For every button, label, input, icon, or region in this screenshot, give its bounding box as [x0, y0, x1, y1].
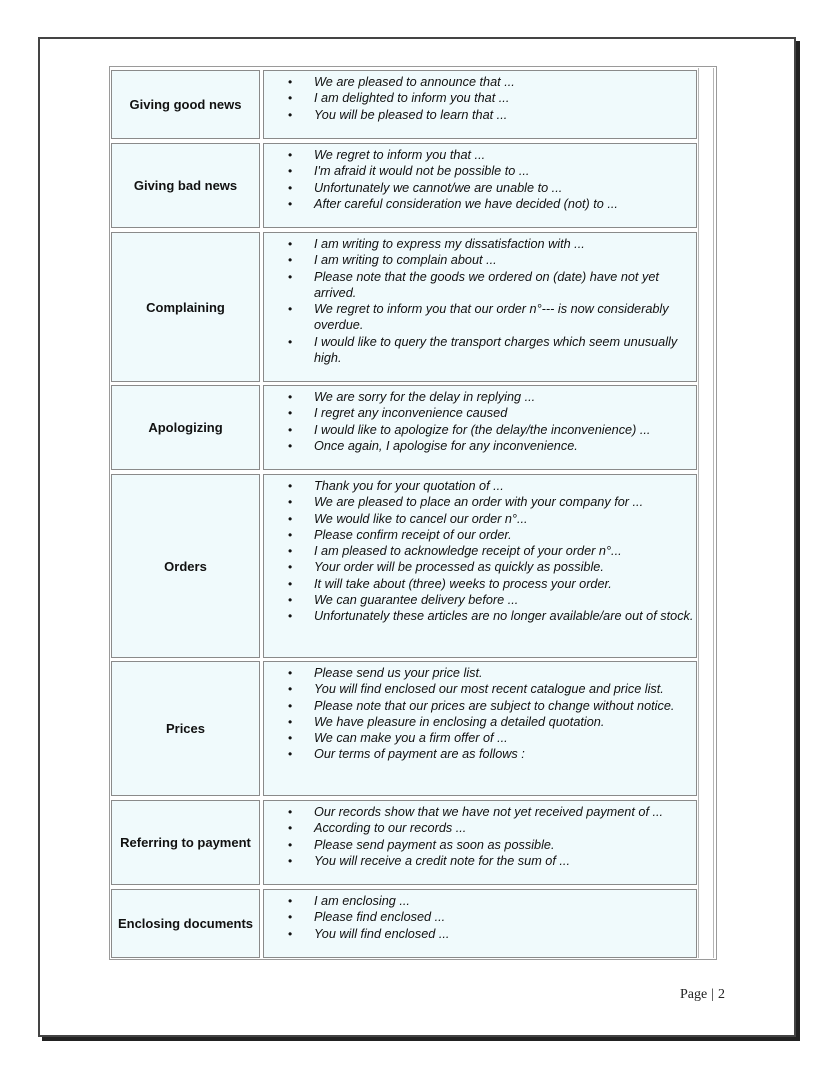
bullet-icon: • [288, 609, 293, 624]
phrase-text: I am writing to express my dissatisfaction with ... [314, 237, 585, 251]
category-cell [111, 70, 260, 139]
phrase-list [264, 71, 696, 123]
category-label: Prices [165, 721, 206, 736]
table-row [111, 661, 697, 796]
bullet-icon: • [288, 495, 293, 510]
phrase-text: Please send us your price list. [314, 666, 483, 680]
category-label: Giving bad news [133, 178, 238, 193]
bullet-icon: • [288, 682, 293, 697]
table-row [111, 800, 697, 885]
category-cell [111, 232, 260, 382]
category-label: Complaining [146, 299, 225, 315]
table-row [111, 143, 697, 228]
phrase-text: Please note that the goods we ordered on (date) have not yet arrived. [314, 269, 659, 300]
phrase-item [264, 196, 696, 212]
phrase-list [264, 890, 696, 942]
phrase-text: Please note that our prices are subject to change without notice. [314, 698, 675, 713]
phrase-item [264, 252, 696, 268]
bullet-icon: • [288, 511, 293, 526]
table-row [111, 385, 697, 470]
category-label: Orders [164, 558, 207, 574]
phrases-cell [263, 143, 697, 228]
table-right-column [698, 68, 714, 958]
phrase-list [264, 475, 696, 625]
bullet-icon: • [288, 164, 293, 179]
phrase-item [264, 681, 696, 697]
phrases-cell [263, 232, 697, 382]
bullet-icon: • [288, 527, 293, 542]
category-label: Enclosing documents [117, 916, 254, 931]
phrase-item [264, 422, 696, 438]
bullet-icon: • [288, 560, 293, 575]
phrase-item [264, 543, 696, 559]
bullet-icon: • [288, 406, 293, 421]
phrase-item [264, 926, 696, 942]
phrase-item [264, 301, 696, 334]
phrase-item [264, 909, 696, 925]
phrase-item [264, 527, 696, 543]
phrases-cell [263, 661, 697, 796]
page-footer [680, 987, 725, 1003]
bullet-icon: • [288, 666, 293, 680]
bullet-icon: • [288, 148, 293, 162]
phrase-item [264, 893, 696, 909]
phrases-cell [263, 70, 697, 139]
phrase-text: Please find enclosed ... [314, 910, 446, 925]
bullet-icon: • [288, 698, 293, 713]
phrase-item [264, 269, 696, 302]
phrase-item [264, 74, 696, 90]
category-cell [111, 143, 260, 228]
table-row [111, 889, 697, 958]
phrase-text: Our records show that we have not yet received payment of ... [314, 805, 664, 819]
phrase-text: Please send payment as soon as possible. [314, 837, 555, 852]
table-row [111, 70, 697, 139]
bullet-icon: • [288, 253, 293, 268]
category-cell [111, 385, 260, 470]
bullet-icon: • [288, 747, 293, 762]
phrase-item [264, 608, 696, 624]
phrase-item [264, 405, 696, 421]
phrase-item [264, 592, 696, 608]
phrase-text: Your order will be processed as quickly as possible. [314, 560, 604, 575]
phrase-text: After careful consideration we have decided (not) to ... [314, 196, 618, 211]
phrases-cell [263, 474, 697, 658]
phrase-item [264, 107, 696, 123]
bullet-icon: • [288, 544, 293, 559]
phrase-text: We can make you a firm offer of ... [314, 731, 508, 746]
phrase-list [264, 801, 696, 869]
phrase-text: Please confirm receipt of our order. [314, 527, 512, 542]
phrase-item [264, 90, 696, 106]
phrase-text: I would like to apologize for (the delay/the inconvenience) ... [314, 422, 651, 437]
bullet-icon: • [288, 576, 293, 591]
bullet-icon: • [288, 821, 293, 836]
phrase-text: We would like to cancel our order n°... [314, 511, 528, 526]
bullet-icon: • [288, 91, 293, 106]
phrase-text: I am enclosing ... [314, 894, 410, 908]
category-label: Giving good news [129, 97, 242, 112]
category-cell [111, 661, 260, 796]
phrase-item [264, 837, 696, 853]
phrases-cell [263, 889, 697, 958]
phrase-item [264, 853, 696, 869]
phrase-text: We are pleased to announce that ... [314, 75, 515, 89]
bullet-icon: • [288, 479, 293, 493]
phrase-item [264, 180, 696, 196]
phrase-text: I would like to query the transport charges which seem unusually high. [314, 334, 678, 366]
phrases-cell [263, 800, 697, 885]
table-row [111, 232, 697, 382]
phrase-text: I am delighted to inform you that ... [314, 91, 510, 106]
table-row [111, 474, 697, 658]
phrase-item [264, 236, 696, 252]
phrase-item [264, 698, 696, 714]
phrase-text: I am pleased to acknowledge receipt of your order n°... [314, 544, 622, 559]
phrase-list [264, 662, 696, 763]
phrase-item [264, 438, 696, 454]
phrase-item [264, 511, 696, 527]
category-cell [111, 474, 260, 658]
bullet-icon: • [288, 714, 293, 729]
phrase-text: Our terms of payment are as follows : [314, 747, 525, 762]
phrase-item [264, 559, 696, 575]
phrase-item [264, 820, 696, 836]
bullet-icon: • [288, 926, 293, 941]
page-label: Page [680, 987, 708, 1002]
phrase-text: We can guarantee delivery before ... [314, 593, 519, 608]
bullet-icon: • [288, 837, 293, 852]
bullet-icon: • [288, 237, 293, 251]
phrase-list [264, 386, 696, 454]
bullet-icon: • [288, 910, 293, 925]
phrase-item [264, 576, 696, 592]
phrase-text: We regret to inform you that our order n°--- is now considerably overdue. [314, 302, 669, 333]
bullet-icon: • [288, 593, 293, 608]
bullet-icon: • [288, 334, 293, 349]
phrase-item [264, 746, 696, 762]
category-label: Apologizing [148, 420, 223, 435]
phrase-item [264, 389, 696, 405]
phrase-item [264, 665, 696, 681]
phrase-text: We are pleased to place an order with your company for ... [314, 495, 644, 510]
phrase-text: You will be pleased to learn that ... [314, 107, 508, 122]
bullet-icon: • [288, 422, 293, 437]
phrase-text: We regret to inform you that ... [314, 148, 486, 162]
phrase-text: Unfortunately these articles are no longer available/are out of stock. [314, 609, 694, 624]
bullet-icon: • [288, 75, 293, 89]
phrase-text: It will take about (three) weeks to process your order. [314, 576, 612, 591]
bullet-icon: • [288, 805, 293, 819]
phrase-text: Unfortunately we cannot/we are unable to ... [314, 180, 563, 195]
bullet-icon: • [288, 853, 293, 868]
bullet-icon: • [288, 180, 293, 195]
phrase-text: I regret any inconvenience caused [314, 406, 508, 421]
category-cell [111, 800, 260, 885]
bullet-icon: • [288, 731, 293, 746]
bullet-icon: • [288, 107, 293, 122]
page-separator: | [711, 987, 715, 1002]
bullet-icon: • [288, 894, 293, 908]
bullet-icon: • [288, 196, 293, 211]
phrase-text: We have pleasure in enclosing a detailed quotation. [314, 714, 605, 729]
phrase-list [264, 233, 696, 366]
phrase-item [264, 730, 696, 746]
phrase-text: We are sorry for the delay in replying ... [314, 390, 536, 404]
bullet-icon: • [288, 302, 293, 317]
category-label: Referring to payment [120, 835, 251, 850]
phrase-item [264, 163, 696, 179]
phrases-cell [263, 385, 697, 470]
phrase-text: You will receive a credit note for the sum of ... [314, 853, 570, 868]
phrase-item [264, 478, 696, 494]
bullet-icon: • [288, 390, 293, 404]
bullet-icon: • [288, 269, 293, 284]
phrase-text: According to our records ... [314, 821, 467, 836]
phrase-text: You will find enclosed our most recent catalogue and price list. [314, 682, 664, 697]
phrase-item [264, 714, 696, 730]
phrase-text: Once again, I apologise for any inconvenience. [314, 438, 578, 453]
phrase-item [264, 804, 696, 820]
phrase-item [264, 147, 696, 163]
phrase-text: I am writing to complain about ... [314, 253, 497, 268]
phrase-text: I'm afraid it would not be possible to ... [314, 164, 530, 179]
phrase-list [264, 144, 696, 212]
page-number: 2 [718, 987, 726, 1002]
phrase-text: Thank you for your quotation of ... [314, 479, 504, 493]
phrase-item [264, 334, 696, 367]
category-cell [111, 889, 260, 958]
phrase-item [264, 494, 696, 510]
bullet-icon: • [288, 438, 293, 453]
phrase-text: You will find enclosed ... [314, 926, 450, 941]
